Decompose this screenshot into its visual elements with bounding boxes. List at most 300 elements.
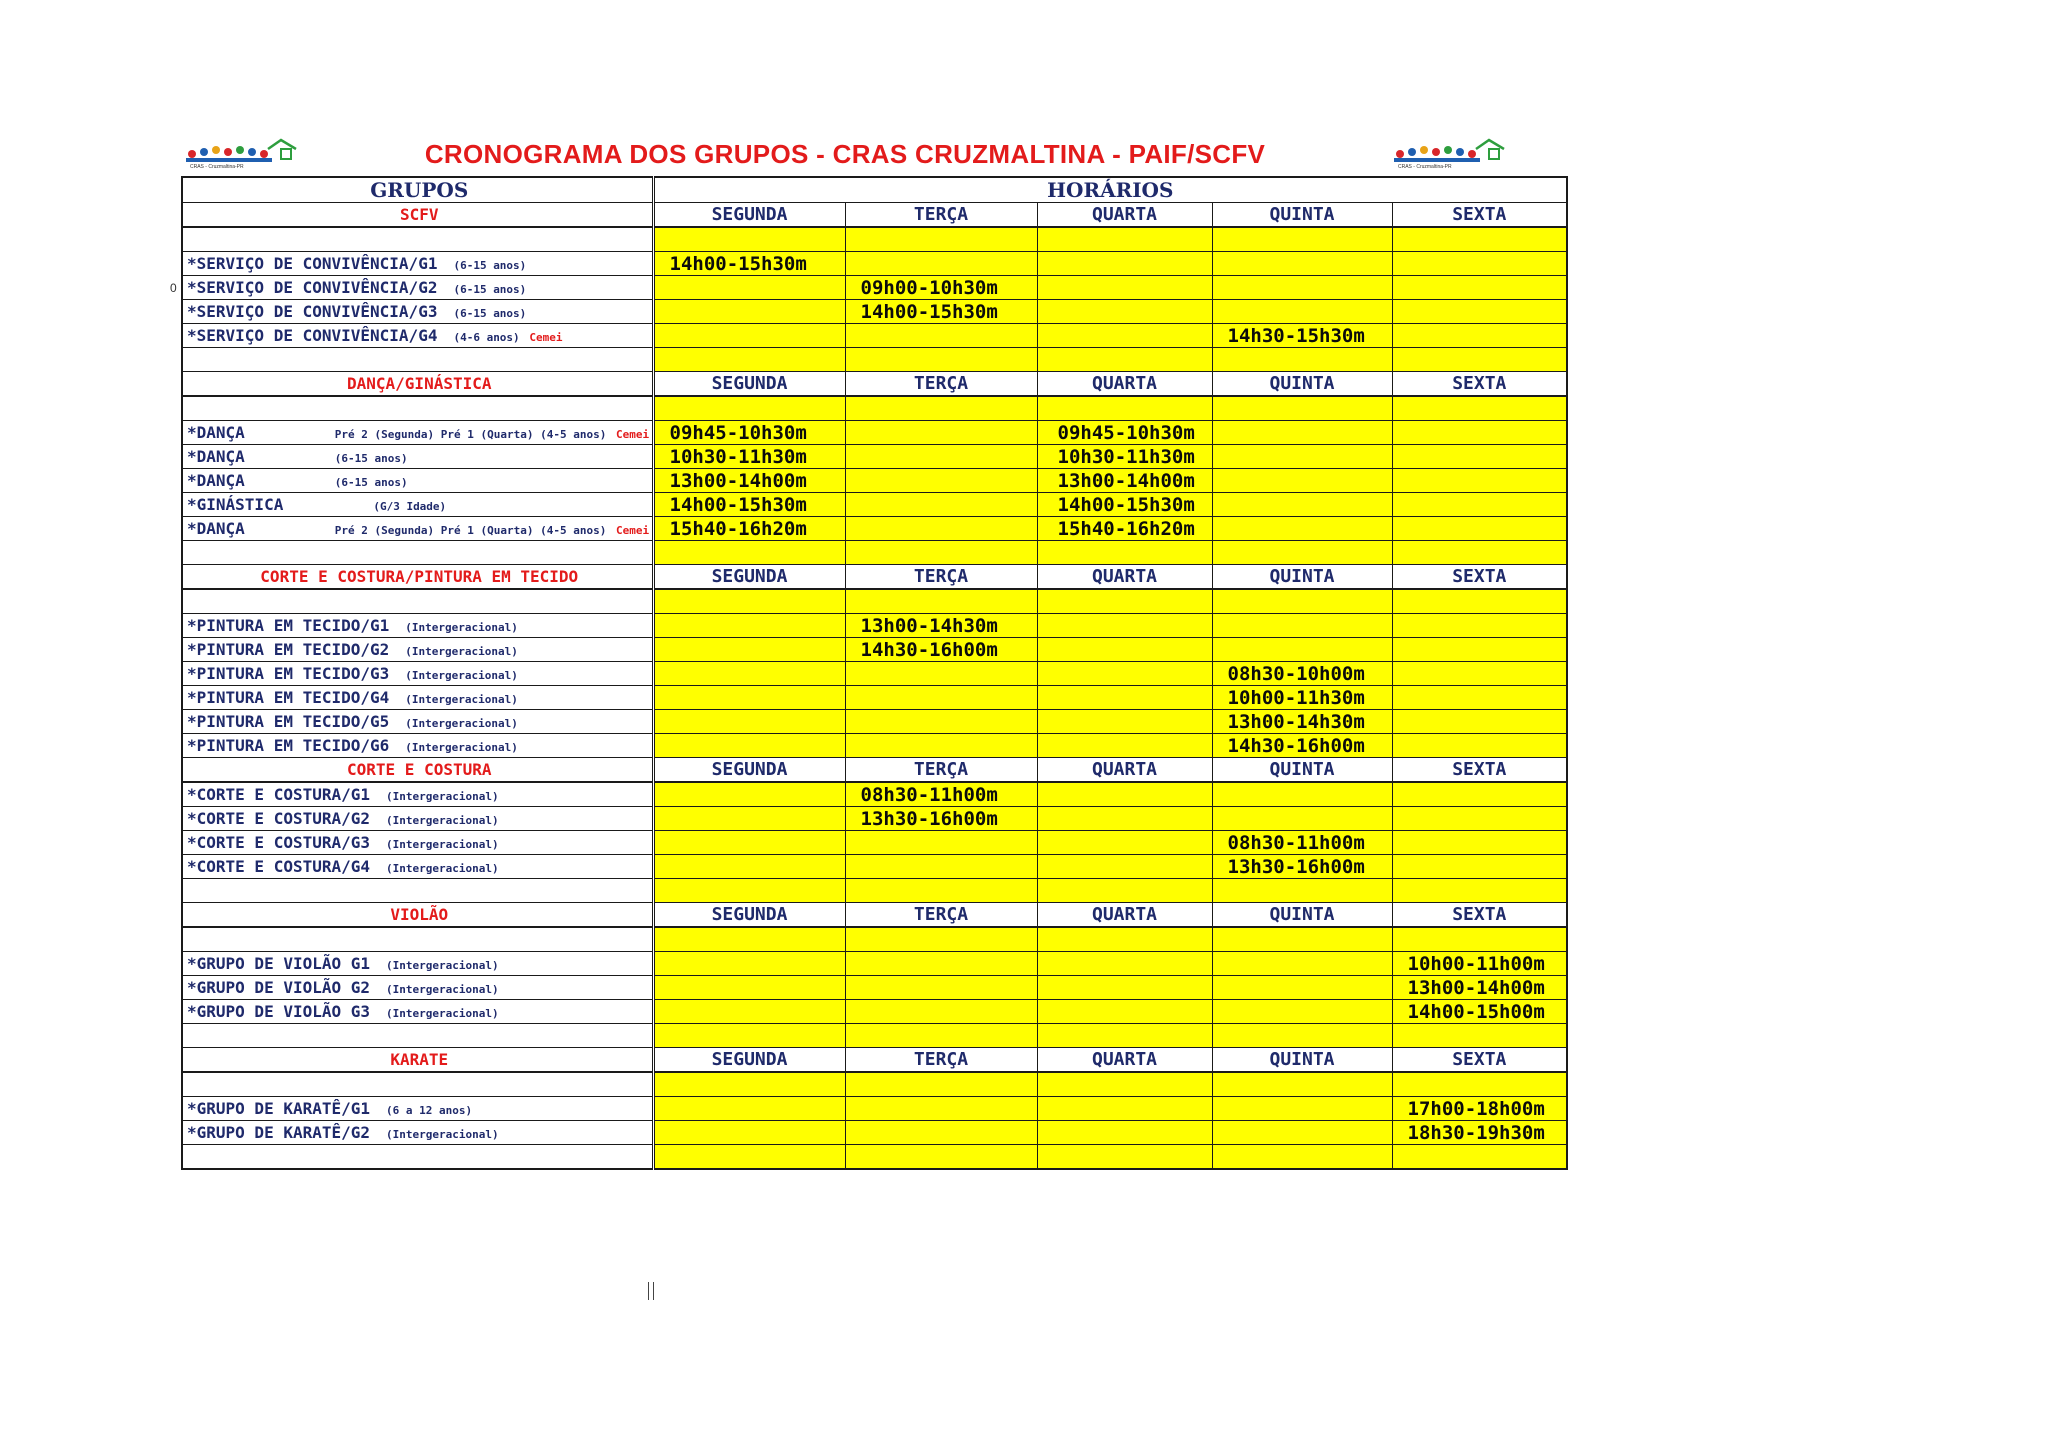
time-cell-empty (1392, 782, 1567, 807)
time-cell-empty (653, 324, 845, 348)
time-cell-empty (653, 686, 845, 710)
time-cell-empty (653, 976, 845, 1000)
group-note: (Intergeracional) (386, 814, 499, 827)
day-header-5: SEXTA (1392, 1048, 1567, 1073)
group-name: *CORTE E COSTURA/G1 (187, 785, 371, 804)
time-cell-empty (1392, 1072, 1567, 1097)
time-cell-empty (845, 421, 1037, 445)
group-name: *SERVIÇO DE CONVIVÊNCIA/G1 (187, 254, 438, 273)
group-cell-empty (182, 589, 653, 614)
group-name: *DANÇA (187, 519, 245, 538)
time-cell-empty (1212, 807, 1392, 831)
time-slot: 09h45-10h30m (653, 421, 845, 445)
day-header-5: SEXTA (1392, 372, 1567, 397)
group-name: *SERVIÇO DE CONVIVÊNCIA/G2 (187, 278, 438, 297)
group-cell (182, 1000, 653, 1024)
group-cell-empty (182, 927, 653, 952)
group-cell (182, 252, 653, 276)
time-cell-empty (653, 227, 845, 252)
group-cell-empty (182, 348, 653, 372)
time-cell-empty (1037, 324, 1212, 348)
time-slot: 13h30-16h00m (1212, 855, 1392, 879)
group-cell (182, 493, 653, 517)
group-cell (182, 831, 653, 855)
group-row (182, 686, 1567, 710)
group-row (182, 445, 1567, 469)
section-title: SCFV (182, 203, 653, 228)
time-cell-empty (1212, 976, 1392, 1000)
group-cell (182, 638, 653, 662)
group-cell (182, 686, 653, 710)
svg-text:CRAS - Cruzmaltina-PR: CRAS - Cruzmaltina-PR (190, 164, 244, 169)
group-row (182, 662, 1567, 686)
time-cell-empty (1392, 493, 1567, 517)
group-name: *SERVIÇO DE CONVIVÊNCIA/G4 (187, 326, 438, 345)
time-cell-empty (1037, 831, 1212, 855)
time-cell-empty (845, 1000, 1037, 1024)
time-cell-empty (845, 1072, 1037, 1097)
time-slot: 10h00-11h30m (1212, 686, 1392, 710)
time-cell-empty (845, 710, 1037, 734)
time-cell-empty (1212, 1145, 1392, 1170)
group-row (182, 710, 1567, 734)
day-header-1: SEGUNDA (653, 372, 845, 397)
day-header-3: QUARTA (1037, 565, 1212, 590)
group-row (182, 324, 1567, 348)
time-cell-empty (1212, 1121, 1392, 1145)
time-cell-empty (653, 638, 845, 662)
day-header-1: SEGUNDA (653, 565, 845, 590)
time-slot: 13h00-14h30m (1212, 710, 1392, 734)
time-cell-empty (845, 976, 1037, 1000)
day-header-2: TERÇA (845, 903, 1037, 928)
time-cell-empty (845, 348, 1037, 372)
group-note: (Intergeracional) (405, 741, 518, 754)
day-header-5: SEXTA (1392, 565, 1567, 590)
time-cell-empty (1037, 227, 1212, 252)
group-note: (Intergeracional) (405, 717, 518, 730)
time-cell-empty (1392, 227, 1567, 252)
group-name: *PINTURA EM TECIDO/G1 (187, 616, 390, 635)
time-cell-empty (1392, 710, 1567, 734)
time-slot: 18h30-19h30m (1392, 1121, 1567, 1145)
time-cell-empty (845, 1097, 1037, 1121)
group-row (182, 252, 1567, 276)
section-header-row (182, 1048, 1567, 1073)
time-cell-empty (1392, 614, 1567, 638)
blank-row (182, 927, 1567, 952)
time-cell-empty (1212, 782, 1392, 807)
time-cell-empty (1392, 589, 1567, 614)
time-cell-empty (1212, 276, 1392, 300)
time-cell-empty (845, 541, 1037, 565)
group-row (182, 469, 1567, 493)
time-cell-empty (1392, 276, 1567, 300)
group-cell (182, 469, 653, 493)
group-name: *SERVIÇO DE CONVIVÊNCIA/G3 (187, 302, 438, 321)
group-row (182, 1000, 1567, 1024)
day-header-4: QUINTA (1212, 203, 1392, 228)
time-cell-empty (1392, 396, 1567, 421)
time-cell-empty (1037, 1145, 1212, 1170)
time-slot: 10h30-11h30m (1037, 445, 1212, 469)
group-cell-empty (182, 879, 653, 903)
time-slot: 13h00-14h00m (1392, 976, 1567, 1000)
blank-row (182, 227, 1567, 252)
group-cell (182, 445, 653, 469)
time-cell-empty (653, 541, 845, 565)
time-cell-empty (653, 927, 845, 952)
group-name: *GRUPO DE VIOLÃO G1 (187, 954, 371, 973)
group-name: *GRUPO DE VIOLÃO G2 (187, 978, 371, 997)
group-row (182, 1097, 1567, 1121)
group-row (182, 614, 1567, 638)
group-cell (182, 1097, 653, 1121)
time-cell-empty (1212, 493, 1392, 517)
time-cell-empty (653, 348, 845, 372)
time-cell-empty (1212, 348, 1392, 372)
group-cell (182, 662, 653, 686)
time-cell-empty (653, 782, 845, 807)
time-cell-empty (1212, 541, 1392, 565)
group-cell-empty (182, 1072, 653, 1097)
day-header-2: TERÇA (845, 758, 1037, 783)
time-cell-empty (1037, 686, 1212, 710)
group-row (182, 276, 1567, 300)
group-name: *PINTURA EM TECIDO/G6 (187, 736, 390, 755)
day-header-3: QUARTA (1037, 372, 1212, 397)
group-note: (6-15 anos) (453, 259, 527, 272)
time-cell-empty (845, 324, 1037, 348)
cras-logo (180, 137, 298, 169)
section-title: CORTE E COSTURA (182, 758, 653, 783)
time-cell-empty (653, 807, 845, 831)
group-note: (Intergeracional) (386, 959, 499, 972)
time-cell-empty (1392, 807, 1567, 831)
time-cell-empty (653, 396, 845, 421)
group-cell-empty (182, 1024, 653, 1048)
time-cell-empty (1392, 831, 1567, 855)
time-slot: 10h00-11h00m (1392, 952, 1567, 976)
time-slot: 17h00-18h00m (1392, 1097, 1567, 1121)
group-cell (182, 300, 653, 324)
time-cell-empty (845, 686, 1037, 710)
group-cell (182, 952, 653, 976)
time-cell-empty (653, 300, 845, 324)
day-header-3: QUARTA (1037, 203, 1212, 228)
time-slot: 14h30-15h30m (1212, 324, 1392, 348)
group-row (182, 952, 1567, 976)
time-cell-empty (1037, 276, 1212, 300)
time-cell-empty (1212, 421, 1392, 445)
time-cell-empty (845, 396, 1037, 421)
group-name: *DANÇA (187, 471, 245, 490)
time-slot: 14h30-16h00m (1212, 734, 1392, 758)
group-row (182, 300, 1567, 324)
group-row (182, 782, 1567, 807)
group-cell (182, 807, 653, 831)
time-cell-empty (1212, 252, 1392, 276)
time-cell-empty (653, 614, 845, 638)
time-cell-empty (1392, 734, 1567, 758)
time-slot: 13h00-14h30m (845, 614, 1037, 638)
group-note: Pré 2 (Segunda) Pré 1 (Quarta) (4-5 anos) (334, 524, 607, 537)
time-cell-empty (1212, 227, 1392, 252)
group-row (182, 807, 1567, 831)
time-cell-empty (1392, 662, 1567, 686)
section-title: VIOLÃO (182, 903, 653, 928)
blank-row (182, 541, 1567, 565)
group-cell-empty (182, 396, 653, 421)
time-slot: 09h45-10h30m (1037, 421, 1212, 445)
group-cell (182, 614, 653, 638)
group-note: (Intergeracional) (386, 1128, 499, 1141)
section-header-row (182, 203, 1567, 228)
day-header-5: SEXTA (1392, 758, 1567, 783)
time-cell-empty (1392, 421, 1567, 445)
section-header-row (182, 565, 1567, 590)
time-cell-empty (653, 589, 845, 614)
time-cell-empty (845, 1024, 1037, 1048)
groups-header: GRUPOS (182, 177, 653, 203)
time-cell-empty (1212, 879, 1392, 903)
time-cell-empty (1392, 1145, 1567, 1170)
time-cell-empty (1037, 300, 1212, 324)
day-header-3: QUARTA (1037, 758, 1212, 783)
group-name: *CORTE E COSTURA/G2 (187, 809, 371, 828)
stray-mark: 0 (170, 281, 177, 295)
time-slot: 15h40-16h20m (1037, 517, 1212, 541)
time-cell-empty (1392, 638, 1567, 662)
time-cell-empty (1212, 1000, 1392, 1024)
time-cell-empty (653, 710, 845, 734)
day-header-5: SEXTA (1392, 903, 1567, 928)
document-title: CRONOGRAMA DOS GRUPOS - CRAS CRUZMALTINA - PAIF/SCFV (424, 139, 1266, 169)
time-cell-empty (653, 1145, 845, 1170)
group-row (182, 638, 1567, 662)
day-header-5: SEXTA (1392, 203, 1567, 228)
time-cell-empty (1392, 469, 1567, 493)
blank-row (182, 589, 1567, 614)
day-header-4: QUINTA (1212, 1048, 1392, 1073)
group-name: *PINTURA EM TECIDO/G4 (187, 688, 390, 707)
time-cell-empty (845, 517, 1037, 541)
time-cell-empty (1037, 734, 1212, 758)
time-cell-empty (1212, 445, 1392, 469)
group-note: (Intergeracional) (386, 838, 499, 851)
time-cell-empty (1212, 589, 1392, 614)
time-cell-empty (1037, 1000, 1212, 1024)
time-cell-empty (1037, 976, 1212, 1000)
time-cell-empty (1037, 1097, 1212, 1121)
time-cell-empty (1212, 300, 1392, 324)
group-note: (Intergeracional) (405, 693, 518, 706)
group-note: (Intergeracional) (386, 983, 499, 996)
day-header-3: QUARTA (1037, 1048, 1212, 1073)
time-cell-empty (845, 734, 1037, 758)
time-slot: 14h00-15h30m (1037, 493, 1212, 517)
group-note: Pré 2 (Segunda) Pré 1 (Quarta) (4-5 anos) (334, 428, 607, 441)
time-cell-empty (1392, 879, 1567, 903)
time-cell-empty (1037, 1072, 1212, 1097)
time-cell-empty (653, 662, 845, 686)
time-slot: 13h00-14h00m (653, 469, 845, 493)
section-header-row (182, 758, 1567, 783)
day-header-2: TERÇA (845, 203, 1037, 228)
time-cell-empty (653, 1024, 845, 1048)
time-cell-empty (1392, 517, 1567, 541)
time-cell-empty (1392, 252, 1567, 276)
group-row (182, 831, 1567, 855)
group-note: (Intergeracional) (405, 621, 518, 634)
schedule-body (182, 177, 1567, 1169)
group-row (182, 421, 1567, 445)
table-header-row (182, 177, 1567, 203)
group-cell (182, 855, 653, 879)
time-cell-empty (653, 952, 845, 976)
time-cell-empty (1037, 710, 1212, 734)
group-row (182, 517, 1567, 541)
time-cell-empty (1037, 1121, 1212, 1145)
group-name: *CORTE E COSTURA/G4 (187, 857, 371, 876)
time-cell-empty (1037, 807, 1212, 831)
group-note: (Intergeracional) (405, 645, 518, 658)
time-cell-empty (845, 1121, 1037, 1145)
time-cell-empty (845, 1145, 1037, 1170)
time-slot: 14h00-15h30m (653, 252, 845, 276)
time-cell-empty (653, 879, 845, 903)
time-slot: 14h30-16h00m (845, 638, 1037, 662)
group-note: (6 a 12 anos) (386, 1104, 473, 1117)
time-cell-empty (1392, 1024, 1567, 1048)
group-note: (6-15 anos) (334, 476, 408, 489)
group-cell (182, 782, 653, 807)
time-cell-empty (1392, 348, 1567, 372)
group-cell-empty (182, 1145, 653, 1170)
time-cell-empty (845, 927, 1037, 952)
time-cell-empty (845, 445, 1037, 469)
group-name: *DANÇA (187, 447, 245, 466)
group-note: (Intergeracional) (386, 790, 499, 803)
time-slot: 14h00-15h30m (845, 300, 1037, 324)
time-cell-empty (1392, 686, 1567, 710)
group-name: *GRUPO DE VIOLÃO G3 (187, 1002, 371, 1021)
day-header-4: QUINTA (1212, 758, 1392, 783)
time-cell-empty (1037, 855, 1212, 879)
time-cell-empty (1212, 469, 1392, 493)
time-cell-empty (845, 252, 1037, 276)
time-cell-empty (845, 855, 1037, 879)
group-name: *GRUPO DE KARATÊ/G1 (187, 1099, 371, 1118)
group-name: *DANÇA (187, 423, 245, 442)
group-row (182, 855, 1567, 879)
group-name: *CORTE E COSTURA/G3 (187, 833, 371, 852)
time-cell-empty (845, 662, 1037, 686)
group-cell (182, 421, 653, 445)
time-slot: 13h30-16h00m (845, 807, 1037, 831)
time-cell-empty (1392, 855, 1567, 879)
time-cell-empty (1037, 952, 1212, 976)
time-cell-empty (653, 276, 845, 300)
blank-row (182, 879, 1567, 903)
group-note: (6-15 anos) (334, 452, 408, 465)
time-cell-empty (1037, 348, 1212, 372)
group-note: (Intergeracional) (386, 862, 499, 875)
day-header-4: QUINTA (1212, 903, 1392, 928)
group-cell (182, 517, 653, 541)
time-slot: 09h00-10h30m (845, 276, 1037, 300)
group-cell (182, 976, 653, 1000)
time-cell-empty (1037, 1024, 1212, 1048)
time-slot: 08h30-10h00m (1212, 662, 1392, 686)
time-cell-empty (1212, 952, 1392, 976)
time-cell-empty (653, 734, 845, 758)
day-header-1: SEGUNDA (653, 1048, 845, 1073)
group-note: (Intergeracional) (386, 1007, 499, 1020)
time-cell-empty (1037, 927, 1212, 952)
group-note-highlight: Cemei (529, 331, 563, 344)
group-cell (182, 710, 653, 734)
day-header-1: SEGUNDA (653, 203, 845, 228)
time-cell-empty (1212, 1072, 1392, 1097)
section-title: DANÇA/GINÁSTICA (182, 372, 653, 397)
blank-row (182, 1024, 1567, 1048)
group-row (182, 976, 1567, 1000)
group-cell (182, 1121, 653, 1145)
day-header-4: QUINTA (1212, 372, 1392, 397)
time-slot: 10h30-11h30m (653, 445, 845, 469)
time-cell-empty (1212, 517, 1392, 541)
time-cell-empty (1037, 589, 1212, 614)
time-slot: 15h40-16h20m (653, 517, 845, 541)
group-note: (6-15 anos) (453, 307, 527, 320)
time-cell-empty (653, 1000, 845, 1024)
day-header-2: TERÇA (845, 1048, 1037, 1073)
section-title: KARATE (182, 1048, 653, 1073)
svg-text:CRAS - Cruzmaltina-PR: CRAS - Cruzmaltina-PR (1398, 164, 1452, 169)
bottom-mark (648, 1282, 654, 1300)
blank-row (182, 396, 1567, 421)
section-header-row (182, 903, 1567, 928)
section-title: CORTE E COSTURA/PINTURA EM TECIDO (182, 565, 653, 590)
time-cell-empty (1212, 396, 1392, 421)
time-cell-empty (1037, 396, 1212, 421)
time-cell-empty (845, 879, 1037, 903)
day-header-2: TERÇA (845, 565, 1037, 590)
time-slot: 08h30-11h00m (845, 782, 1037, 807)
time-cell-empty (1392, 927, 1567, 952)
time-slot: 13h00-14h00m (1037, 469, 1212, 493)
group-note: (Intergeracional) (405, 669, 518, 682)
page-header (180, 137, 1506, 169)
group-name: *PINTURA EM TECIDO/G2 (187, 640, 390, 659)
time-cell-empty (1212, 614, 1392, 638)
group-note-highlight: Cemei (615, 524, 650, 537)
blank-row (182, 1072, 1567, 1097)
schedule-table (181, 176, 1568, 1170)
time-cell-empty (1037, 782, 1212, 807)
time-cell-empty (1212, 638, 1392, 662)
time-cell-empty (653, 1097, 845, 1121)
time-cell-empty (1037, 662, 1212, 686)
cras-logo (1388, 137, 1506, 169)
group-note: (G/3 Idade) (373, 500, 447, 513)
time-cell-empty (1037, 252, 1212, 276)
group-row (182, 1121, 1567, 1145)
time-cell-empty (653, 855, 845, 879)
day-header-1: SEGUNDA (653, 903, 845, 928)
time-cell-empty (845, 589, 1037, 614)
